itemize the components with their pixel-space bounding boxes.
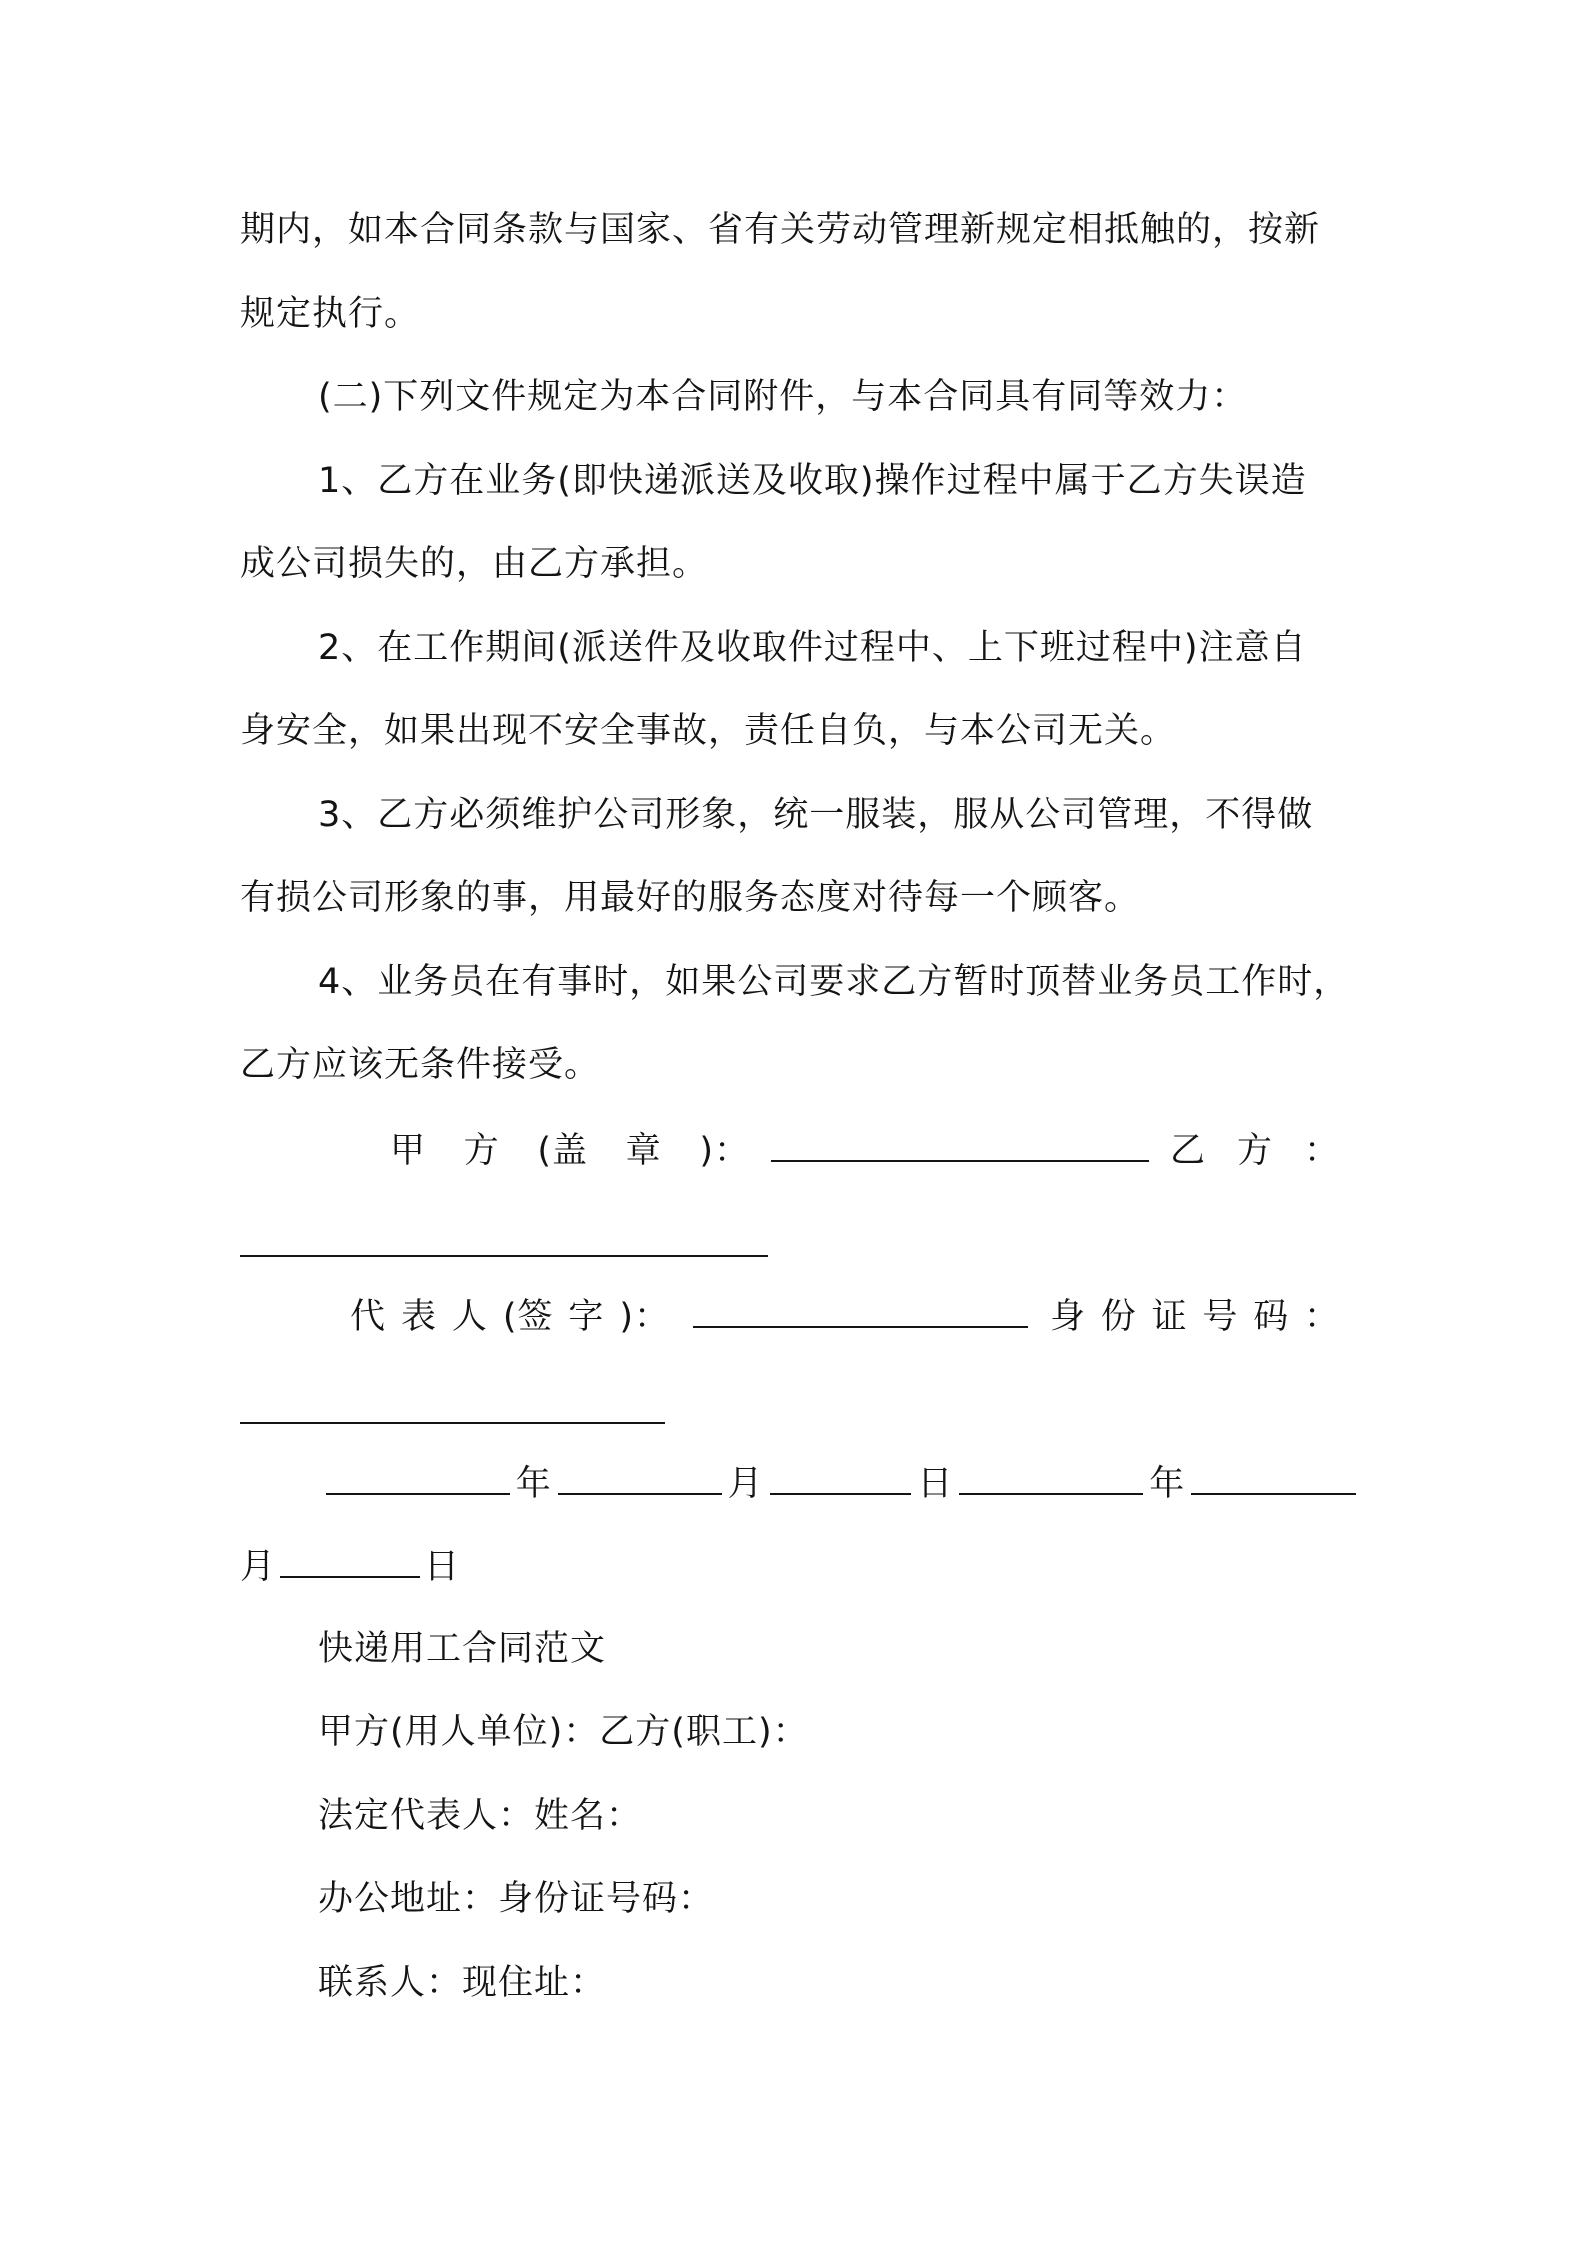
month-label: 月 (727, 1464, 764, 1504)
month-blank-b[interactable] (1191, 1457, 1356, 1495)
day-blank-a[interactable] (770, 1457, 912, 1495)
day-label: 日 (917, 1464, 954, 1504)
day-blank-b[interactable] (280, 1540, 420, 1578)
signature-representative-row (350, 1290, 1340, 1342)
list-item: 4、业务员在有事时，如果公司要求乙方暂时顶替业务员工作时， (318, 962, 1350, 1002)
list-item: 3、乙方必须维护公司形象，统一服装，服从公司管理，不得做 (318, 795, 1314, 835)
party-b-signature-blank[interactable] (240, 1255, 768, 1257)
form-field-line: 联系人：现住址： (318, 1963, 607, 2003)
year-label: 年 (515, 1464, 552, 1504)
representative-signature-blank[interactable] (693, 1290, 1028, 1328)
year-blank-b[interactable] (959, 1457, 1143, 1495)
date-row-continuation (240, 1540, 1360, 1592)
year-blank-a[interactable] (326, 1457, 510, 1495)
day-label: 日 (424, 1547, 461, 1587)
form-field-line: 法定代表人：姓名： (318, 1796, 643, 1836)
party-a-label: 甲 方 (盖 章 )： (390, 1131, 750, 1171)
form-field-line: 办公地址：身份证号码： (318, 1879, 715, 1919)
list-item: 1、乙方在业务(即快递派送及收取)操作过程中属于乙方失误造 (318, 461, 1307, 501)
representative-label: 代 表 人 (签 字 )： (350, 1297, 670, 1337)
paragraph-line: 期内，如本合同条款与国家、省有关劳动管理新规定相抵触的，按新 (240, 210, 1321, 250)
list-item-continuation: 身安全，如果出现不安全事故，责任自负，与本公司无关。 (240, 711, 1177, 751)
section-heading: (二)下列文件规定为本合同附件，与本合同具有同等效力： (318, 377, 1248, 417)
list-item-continuation: 乙方应该无条件接受。 (240, 1045, 601, 1085)
month-blank-a[interactable] (558, 1457, 722, 1495)
id-number-blank[interactable] (240, 1422, 665, 1424)
list-item: 2、在工作期间(派送件及收取件过程中、上下班过程中)注意自 (318, 628, 1307, 668)
list-item-continuation: 有损公司形象的事，用最好的服务态度对待每一个顾客。 (240, 878, 1141, 918)
paragraph-line: 规定执行。 (240, 294, 421, 334)
form-field-line: 甲方(用人单位)：乙方(职工)： (318, 1712, 809, 1752)
date-row (326, 1457, 1356, 1509)
party-a-signature-blank[interactable] (771, 1124, 1149, 1162)
list-item-continuation: 成公司损失的，由乙方承担。 (240, 544, 709, 584)
year-label: 年 (1149, 1464, 1186, 1504)
id-number-label: 身 份 证 号 码 ： (1050, 1297, 1340, 1337)
contract-title: 快递用工合同范文 (318, 1629, 607, 1669)
signature-party-row (390, 1124, 1340, 1176)
party-b-label: 乙 方 ： (1170, 1131, 1340, 1171)
month-label: 月 (240, 1547, 277, 1587)
